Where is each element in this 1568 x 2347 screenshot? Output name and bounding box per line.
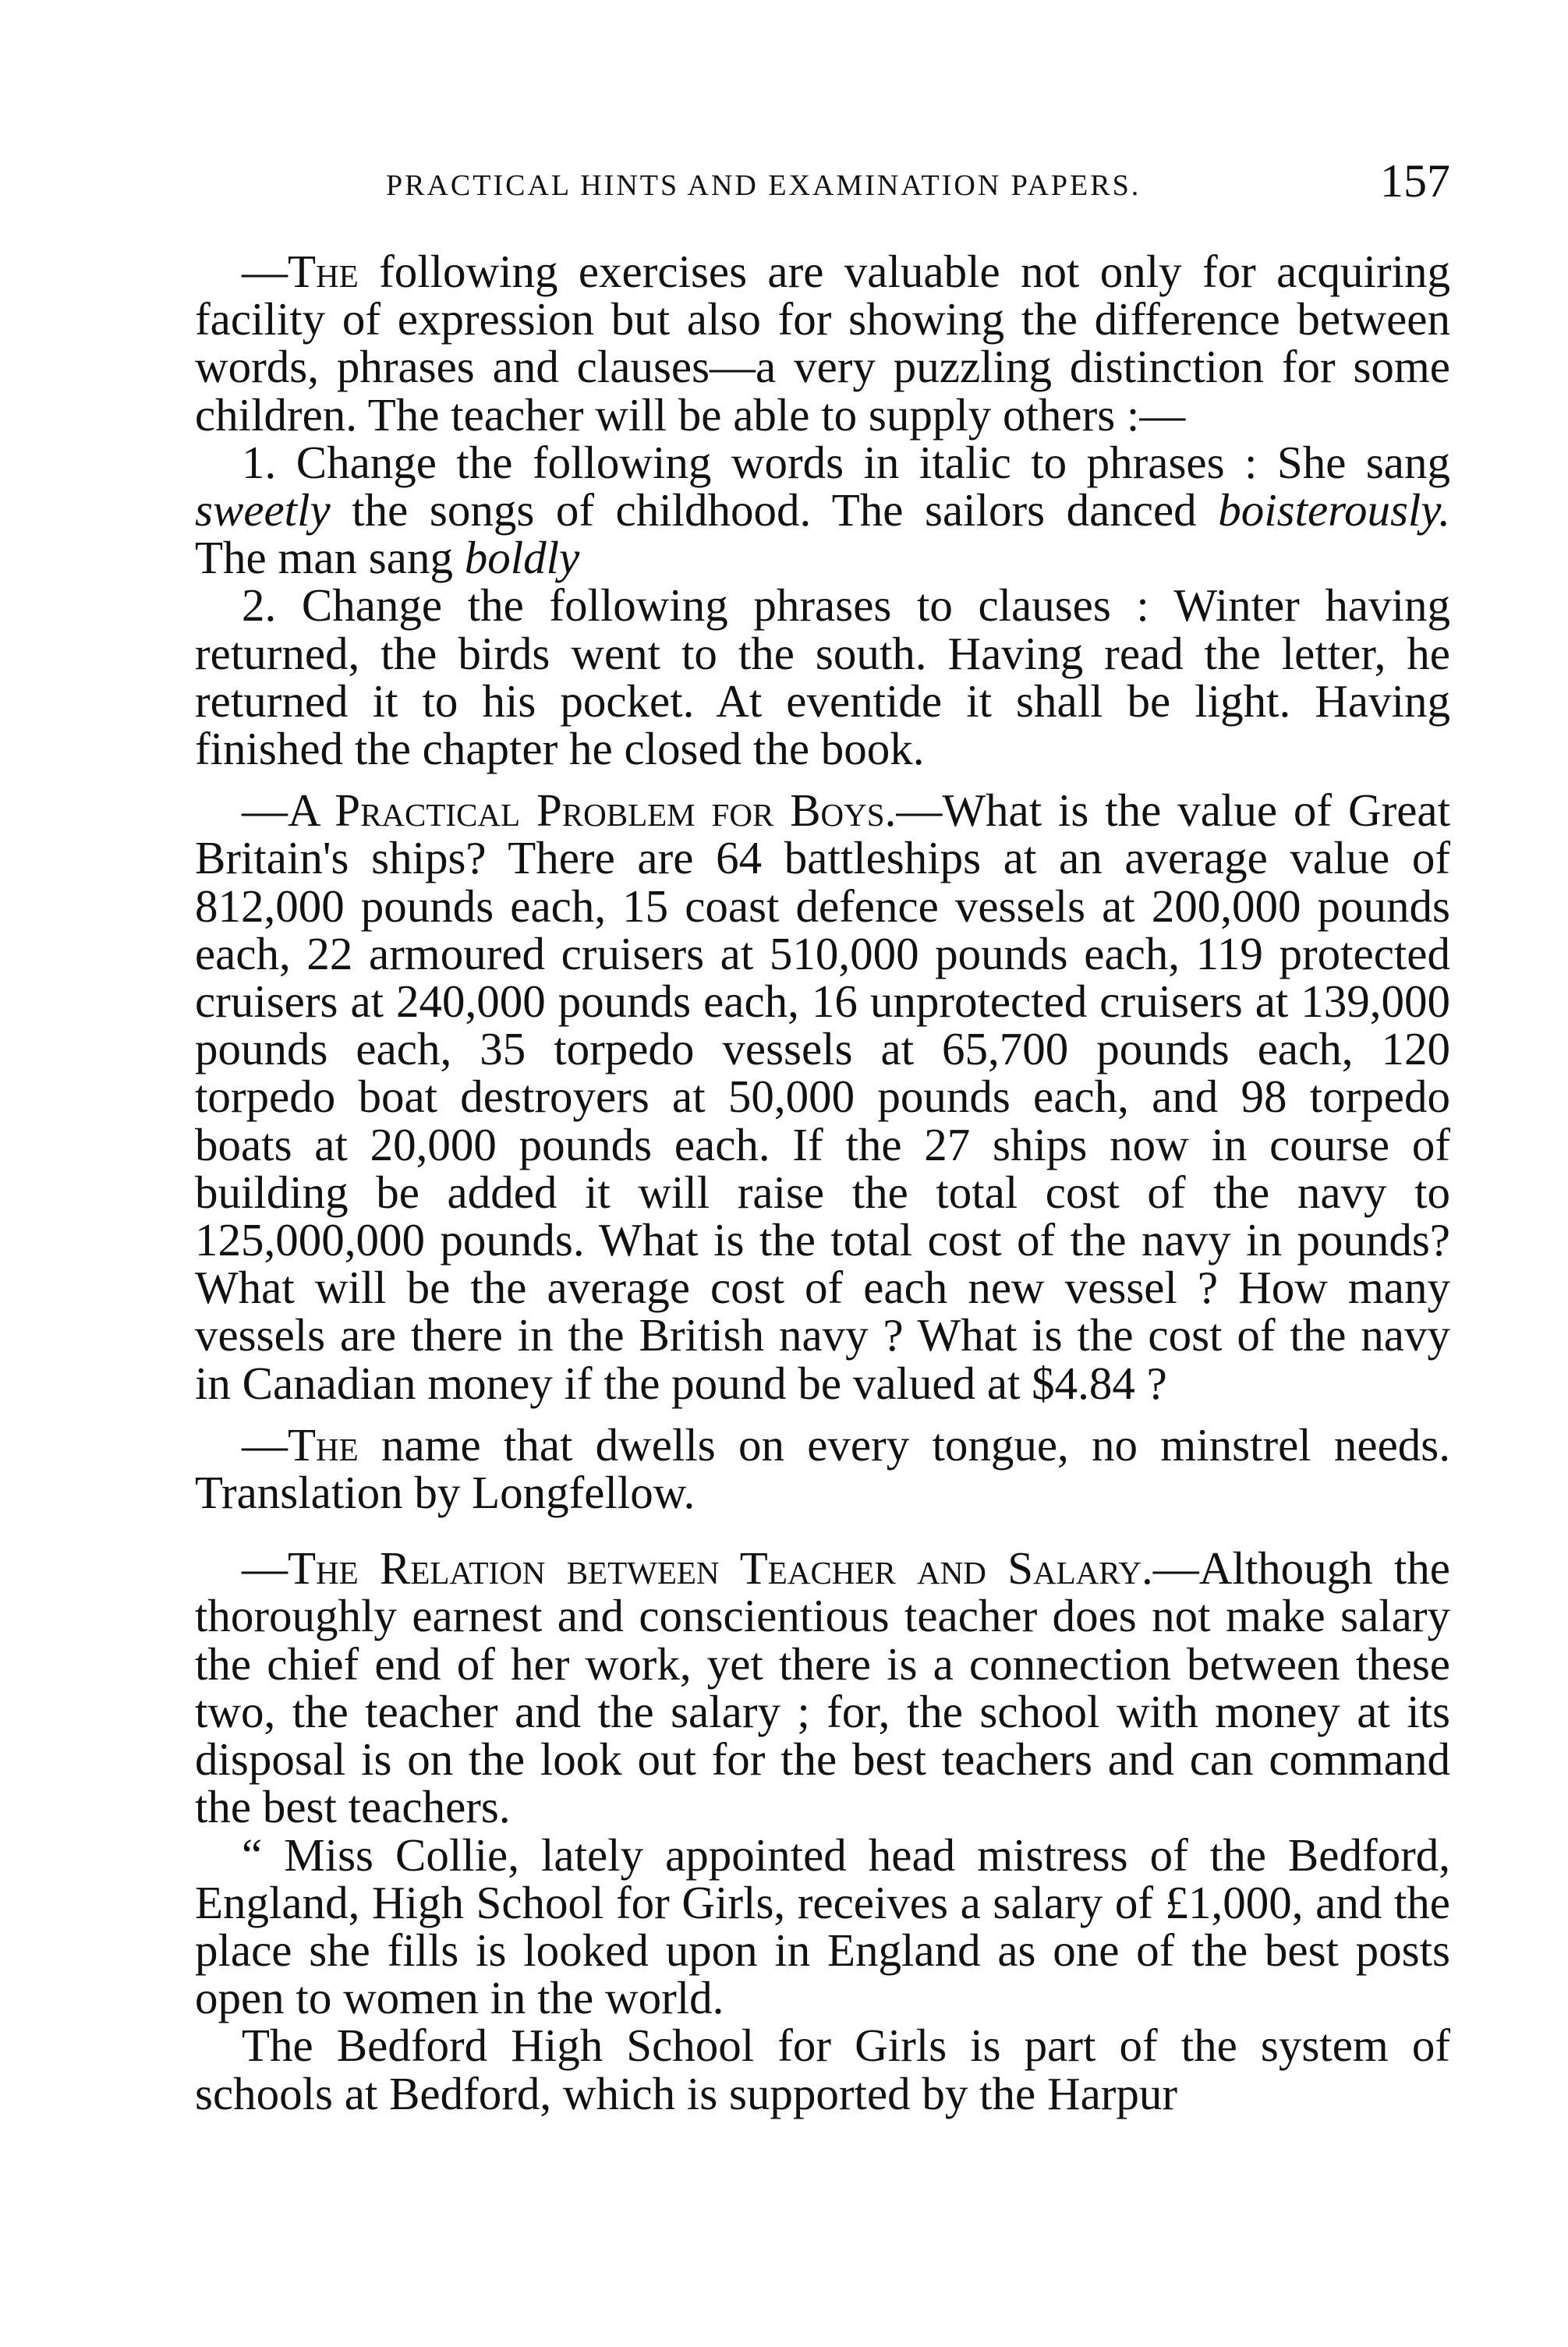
page-number: 157 [1380, 155, 1450, 207]
running-head: PRACTICAL HINTS AND EXAMINATION PAPERS. [386, 169, 1141, 202]
italic-word-boldly: boldly [464, 532, 580, 584]
italic-word-boisterously: boisterously. [1218, 484, 1450, 536]
page-text [195, 248, 1450, 2118]
exercises-intro: following exercises are valuable not only for acquiring facility of expression but also for showing the difference between words, phrases and clauses—a very puzzling distinction for some children. The teacher will be able to supply others :— [195, 246, 1450, 441]
quote-lead: —The [242, 1418, 359, 1471]
page-header [195, 154, 1450, 217]
teacher-salary-paragraph [195, 1542, 1450, 1833]
teacher-salary-body: —Although the thoroughly earnest and conscientious teacher does not make salary the chief end of her work, yet there is a connection between these two, the teacher and the salary ; for, the school with money at its disposal is on the look out for the best teachers and can command the best teachers. [195, 1542, 1450, 1833]
teacher-salary-heading: —The Relation between Teacher and Salary. [242, 1542, 1153, 1595]
exercises-intro-paragraph [195, 248, 1450, 439]
exercise-item-2: 2. Change the following phrases to clauses : Winter having returned, the birds went to the south. Having read the letter, he returned it to his pocket. At eventide it shall be light. Having finished the chapter he closed the book. [195, 579, 1450, 775]
practical-problem-heading: —A Practical Problem for Boys. [242, 784, 897, 837]
miss-collie-paragraph: “ Miss Collie, lately appointed head mistress of the Bedford, England, High School for Girls, receives a salary of £1,000, and the place she fills is looked upon in England as one of the best posts open to women in the world. [195, 1828, 1450, 2024]
exercise-1-intro: 1. Change the following words in italic to phrases : She sang [242, 436, 1450, 488]
exercise-1-middle-2: The man sang [195, 532, 465, 584]
italic-word-sweetly: sweetly [195, 484, 331, 536]
exercises-lead: —The [242, 246, 359, 297]
exercise-item-1 [195, 436, 1450, 584]
exercise-1-middle-1: the songs of childhood. The sailors danced [330, 484, 1219, 536]
bedford-school-paragraph: The Bedford High School for Girls is part of the system of schools at Bedford, which is supported by the Harpur [195, 2020, 1450, 2119]
practical-problem-body: —What is the value of Great Britain's ships? There are 64 battleships at an average value of 812,000 pounds each, 15 coast defence vessels at 200,000 pounds each, 22 armoured cruisers at 510,000 pounds each, 119 protected cruisers at 240,000 pounds each, 16 unprotected cruisers at 139,000 pounds each, 35 torpedo vessels at 65,700 pounds each, 120 torpedo boat destroyers at 50,000 pounds each, and 98 torpedo boats at 20,000 pounds each. If the 27 ships now in course of building be added it will raise the total cost of the navy to 125,000,000 pounds. What is the total cost of the navy in pounds? What will be the average cost of each new vessel ? How many vessels are there in the British navy ? What is the cost of the navy in Canadian money if the pound be valued at $4.84 ? [195, 784, 1450, 1409]
quote-body: name that dwells on every tongue, no minstrel needs. Translation by Longfellow. [195, 1418, 1450, 1519]
practical-problem-paragraph [195, 784, 1450, 1409]
longfellow-quote-paragraph [195, 1418, 1450, 1519]
